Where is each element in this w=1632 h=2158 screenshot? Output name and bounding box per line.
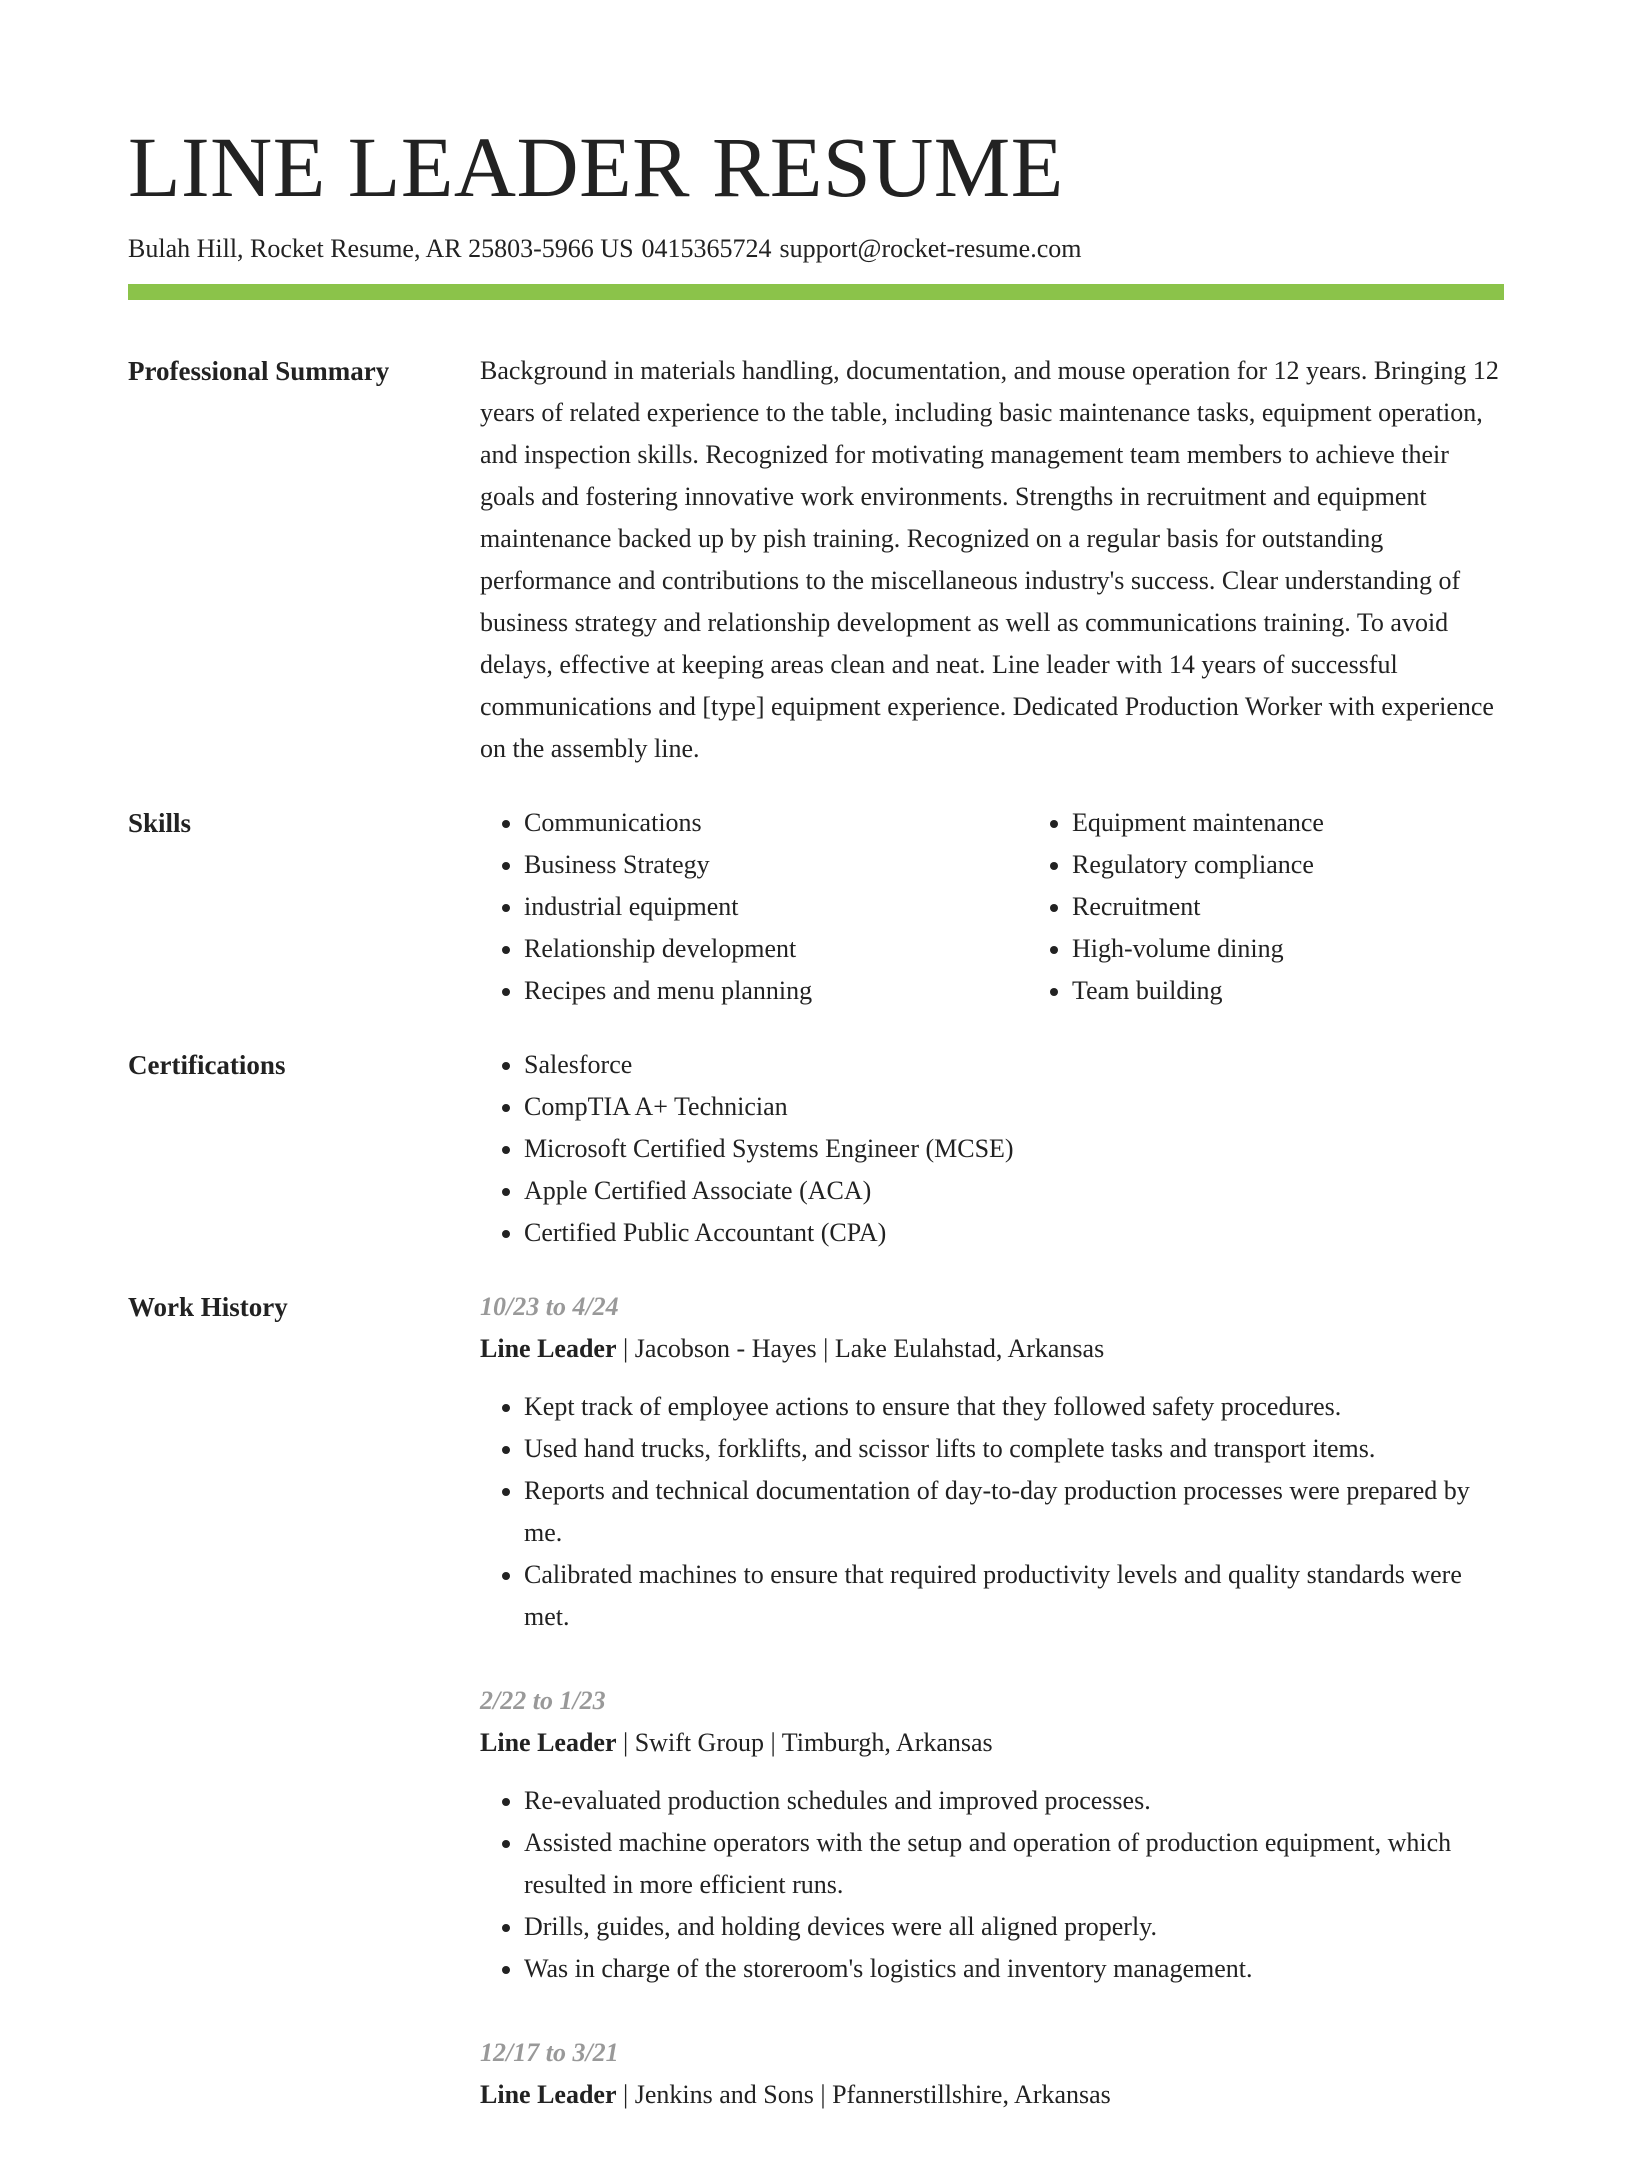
summary-text: Background in materials handling, documentation, and mouse operation for 12 years. Bringing 12 years of related experience to the table, including basic maintenance tasks, equipment operation, and inspection skills. Recognized for motivating management team members to achieve their goals and fostering innovative work environments. Strengths in recruitment and equipment maintenance backed up by pish training. Recognized on a regular basis for outstanding performance and contributions to the miscellaneous industry's success. Clear understanding of business strategy and relationship development as well as communications training. To avoid delays, effective at keeping areas clean and neat. Line leader with 14 years of successful communications and [type] equipment experience. Dedicated Production Worker with experience on the assembly line.: [480, 356, 1499, 763]
certification-item: • Apple Certified Associate (ACA): [524, 1170, 1504, 1212]
job-dates: 2/22 to 1/23: [480, 1686, 606, 1715]
contact-address: Bulah Hill, Rocket Resume, AR 25803-5966 US: [128, 234, 634, 263]
certification-item: • Salesforce: [524, 1044, 1504, 1086]
certification-item: • CompTIA A+ Technician: [524, 1086, 1504, 1128]
skill-item: • industrial equipment: [524, 886, 1028, 928]
job-dates: 12/17 to 3/21: [480, 2038, 619, 2067]
job-bullet: • Calibrated machines to ensure that required productivity levels and quality standards were met.: [524, 1554, 1504, 1638]
job-bullets: [480, 1780, 1504, 1990]
job-bullet: • Re-evaluated production schedules and improved processes.: [524, 1780, 1504, 1822]
job-company: Jenkins and Sons: [634, 2080, 814, 2109]
job-entry: [480, 1286, 1504, 1638]
job-title: Line Leader: [480, 1728, 617, 1757]
work-history-heading: Work History: [128, 1292, 288, 1322]
job-bullet: • Kept track of employee actions to ensure that they followed safety procedures.: [524, 1386, 1504, 1428]
summary-section: [128, 350, 1504, 770]
certifications-section: [128, 1044, 1504, 1254]
job-location: Timburgh, Arkansas: [781, 1728, 993, 1757]
skills-right-list: [1028, 802, 1576, 1012]
job-bullet: • Reports and technical documentation of day-to-day production processes were prepared by me.: [524, 1470, 1504, 1554]
job-bullet: • Used hand trucks, forklifts, and scissor lifts to complete tasks and transport items.: [524, 1428, 1504, 1470]
skill-item: • Recipes and menu planning: [524, 970, 1028, 1012]
skill-item: • High-volume dining: [1072, 928, 1576, 970]
job-heading: Line Leader | Jenkins and Sons | Pfannerstillshire, Arkansas: [480, 2080, 1111, 2109]
skill-item: • Regulatory compliance: [1072, 844, 1576, 886]
job-location: Lake Eulahstad, Arkansas: [834, 1334, 1105, 1363]
resume-page: [128, 112, 1504, 2158]
job-entry: [480, 1680, 1504, 1990]
summary-heading: Professional Summary: [128, 356, 390, 386]
job-bullet: • Was in charge of the storeroom's logistics and inventory management.: [524, 1948, 1504, 1990]
job-heading: Line Leader | Swift Group | Timburgh, Arkansas: [480, 1728, 993, 1757]
certification-item: • Microsoft Certified Systems Engineer (MCSE): [524, 1128, 1504, 1170]
contact-email: support@rocket-resume.com: [779, 234, 1082, 263]
job-company: Swift Group: [634, 1728, 764, 1757]
job-title: Line Leader: [480, 2080, 617, 2109]
accent-divider: [128, 284, 1504, 300]
job-location: Pfannerstillshire, Arkansas: [832, 2080, 1111, 2109]
skill-item: • Team building: [1072, 970, 1576, 1012]
certification-item: • Certified Public Accountant (CPA): [524, 1212, 1504, 1254]
skills-left-list: [480, 802, 1028, 1012]
resume-title: LINE LEADER RESUME: [128, 119, 1064, 215]
job-dates: 10/23 to 4/24: [480, 1292, 619, 1321]
certifications-heading: Certifications: [128, 1050, 286, 1080]
skill-item: • Recruitment: [1072, 886, 1576, 928]
job-entry: [480, 2032, 1504, 2116]
job-heading: Line Leader | Jacobson - Hayes | Lake Eulahstad, Arkansas: [480, 1334, 1105, 1363]
work-history-section: [128, 1286, 1504, 2158]
skill-item: • Communications: [524, 802, 1028, 844]
contact-phone: 0415365724: [641, 234, 772, 263]
job-bullet: • Drills, guides, and holding devices were all aligned properly.: [524, 1906, 1504, 1948]
job-bullet: • Assisted machine operators with the setup and operation of production equipment, which resulted in more efficient runs.: [524, 1822, 1504, 1906]
skill-item: • Equipment maintenance: [1072, 802, 1576, 844]
skill-item: • Business Strategy: [524, 844, 1028, 886]
job-bullets: [480, 1386, 1504, 1638]
job-company: Jacobson - Hayes: [634, 1334, 817, 1363]
skill-item: • Relationship development: [524, 928, 1028, 970]
contact-line: [128, 232, 1504, 266]
skills-section: [128, 802, 1504, 1012]
skills-heading: Skills: [128, 808, 192, 838]
job-title: Line Leader: [480, 1334, 617, 1363]
certifications-list: [480, 1044, 1504, 1254]
